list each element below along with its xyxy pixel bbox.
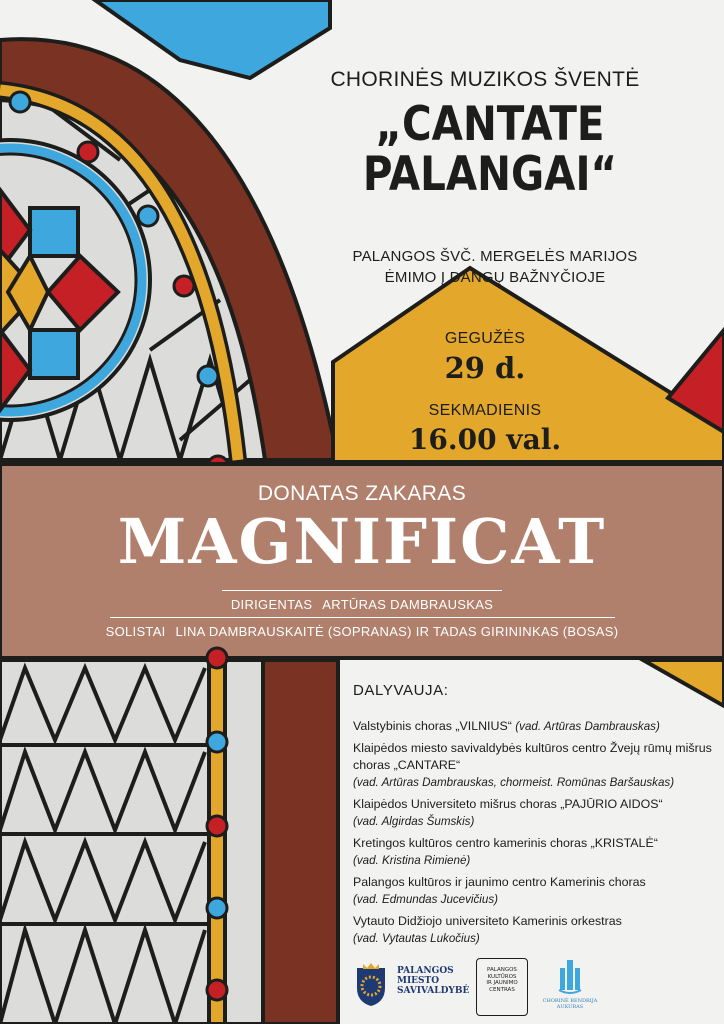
list-item [353, 913, 713, 947]
soloists-label: SOLISTAI [105, 624, 166, 639]
festival-title-line2: PALANGAI“ [362, 147, 618, 202]
venue-line1: PALANGOS ŠVČ. MERGELĖS MARIJOS [352, 248, 638, 265]
aukuras-line2: AUKURAS [556, 1004, 584, 1010]
culture-center-line1: PALANGOS [487, 967, 517, 973]
municipality-line3: SAVIVALDYBĖ [397, 986, 470, 996]
participant-name: Klaipėdos Universiteto mišrus choras „PAJŪRIO AIDOS“ [353, 797, 663, 811]
conductor-row [0, 597, 724, 612]
gold-corner-panel [643, 660, 724, 706]
participant-leader: (vad. Algirdas Šumskis) [353, 815, 475, 828]
participant-name: Palangos kultūros ir jaunimo centro Kamerinis choras [353, 875, 646, 889]
date-weekday: SEKMADIENIS [428, 402, 542, 419]
conductor-label: DIRIGENTAS [230, 597, 313, 612]
aukuras-line1: CHORINĖ BENDRIJA [542, 998, 598, 1004]
list-item [353, 718, 713, 735]
date-month: GEGUŽĖS [444, 330, 526, 347]
gold-vertical-band [209, 660, 225, 1024]
aukuras-logo [535, 958, 605, 1018]
festival-subtitle: CHORINĖS MUZIKOS ŠVENTĖ [330, 68, 640, 91]
participant-leader: (vad. Edmundas Jucevičius) [353, 893, 498, 906]
choir-emblem-icon [557, 958, 583, 996]
list-item [353, 874, 713, 908]
participant-name: Vytauto Didžiojo universiteto Kamerinis orkestras [353, 914, 622, 928]
venue [310, 246, 680, 288]
culture-center-logo [476, 958, 528, 1016]
participants-heading: DALYVAUJA: [353, 682, 449, 699]
culture-center-line4: CENTRAS [489, 986, 515, 993]
divider-top [222, 590, 502, 591]
conductor-name: ARTŪRAS DAMBRAUSKAS [322, 597, 494, 612]
festival-title-line1: „CANTATE [375, 97, 605, 152]
coat-of-arms-icon [353, 962, 389, 1008]
list-item [353, 740, 713, 791]
composer-name: DONATAS ZAKARAS [257, 482, 467, 505]
participant-name: Klaipėdos miesto savivaldybės kultūros centro Žvejų rūmų mišrus choras „CANTARE“ [353, 741, 712, 772]
festival-title [327, 97, 654, 202]
participant-name: Valstybinis choras „VILNIUS“ [353, 719, 512, 733]
culture-center-line3: IR JAUNIMO [486, 980, 518, 986]
participant-leader: (vad. Artūras Dambrauskas, chormeist. Romūnas Baršauskas) [353, 776, 675, 789]
municipality-logo [353, 962, 470, 1010]
divider-middle [110, 617, 615, 618]
participants-list [353, 718, 713, 952]
municipality-line2: MIESTO [397, 976, 440, 986]
venue-line2: ĖMIMO Į DANGŲ BAŽNYČIOJE [384, 269, 606, 286]
date-time: 16.00 val. [408, 423, 562, 456]
participant-leader: (vad. Artūras Dambrauskas) [515, 720, 660, 733]
brown-vertical-band [263, 660, 338, 1024]
participant-leader: (vad. Kristina Rimienė) [353, 854, 471, 867]
municipality-line1: PALANGOS [397, 966, 454, 976]
participant-name: Kretingos kultūros centro kamerinis choras „KRISTALĖ“ [353, 836, 658, 850]
participant-leader: (vad. Vytautas Lukočius) [353, 932, 480, 945]
date-day: 29 d. [444, 351, 526, 385]
work-title: MAGNIFICAT [117, 505, 607, 578]
list-item [353, 796, 713, 830]
soloists-names: LINA DAMBRAUSKAITĖ (SOPRANAS) IR TADAS GIRININKAS (BOSAS) [175, 624, 619, 639]
list-item [353, 835, 713, 869]
culture-center-line2: KULTŪROS [487, 973, 517, 980]
soloists-row [0, 624, 724, 639]
